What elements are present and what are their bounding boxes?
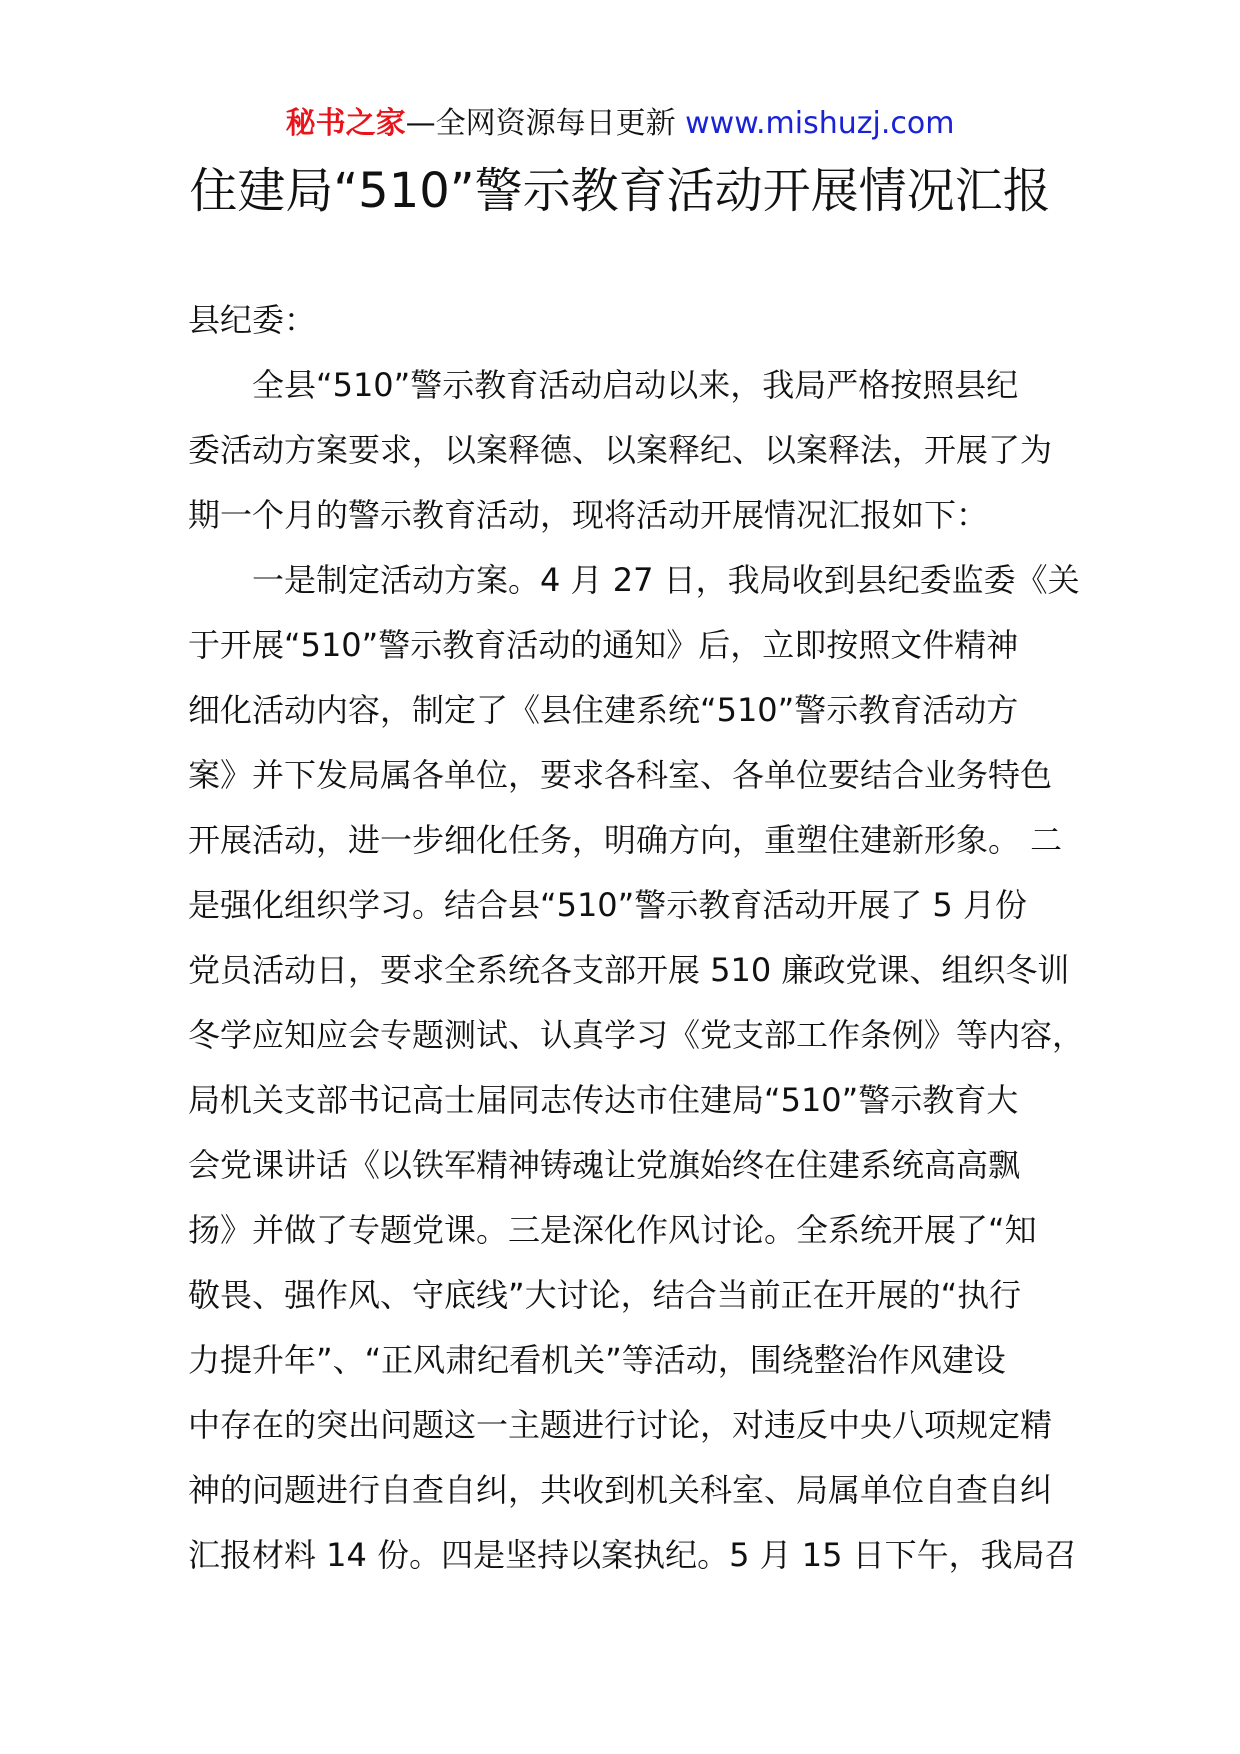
site-slogan: —全网资源每日更新 — [405, 106, 686, 141]
body-line: 期一个月的警示教育活动，现将活动开展情况汇报如下： — [188, 496, 989, 534]
body-line: 中存在的突出问题这一主题进行讨论，对违反中央八项规定精 — [188, 1406, 1053, 1444]
body-line: 案》并下发局属各单位，要求各科室、各单位要结合业务特色 — [188, 756, 1053, 794]
salutation: 县纪委： — [188, 301, 317, 339]
body-line: 是强化组织学习。结合县“510”警示教育活动开展了 5 月份 — [188, 886, 1027, 924]
body-line: 于开展“510”警示教育活动的通知》后，立即按照文件精神 — [188, 626, 1019, 664]
site-url-link[interactable]: www.mishuzj.com — [685, 106, 955, 141]
body-line: 神的问题进行自查自纠，共收到机关科室、局属单位自查自纠 — [188, 1471, 1053, 1509]
document-body — [188, 288, 1085, 1588]
body-line: 扬》并做了专题党课。三是深化作风讨论。全系统开展了“知 — [188, 1211, 1037, 1249]
site-header — [0, 104, 1240, 144]
body-line: 会党课讲话《以铁军精神铸魂让党旗始终在住建系统高高飘 — [188, 1146, 1021, 1184]
body-line: 细化活动内容，制定了《县住建系统“510”警示教育活动方 — [188, 691, 1019, 729]
body-line: 敬畏、强作风、守底线”大讨论，结合当前正在开展的“执行 — [188, 1276, 1022, 1314]
body-line: 一是制定活动方案。4 月 27 日，我局收到县纪委监委《关 — [252, 561, 1080, 599]
body-line: 开展活动，进一步细化任务，明确方向，重塑住建新形象。 二 — [188, 821, 1063, 859]
body-line: 力提升年”、“正风肃纪看机关”等活动，围绕整治作风建设 — [188, 1341, 1006, 1379]
body-line: 党员活动日，要求全系统各支部开展 510 廉政党课、组织冬训 — [188, 951, 1070, 989]
site-brand: 秘书之家 — [285, 106, 406, 141]
body-line: 委活动方案要求，以案释德、以案释纪、以案释法，开展了为 — [188, 431, 1053, 469]
body-line: 冬学应知应会专题测试、认真学习《党支部工作条例》等内容， — [188, 1016, 1085, 1054]
document-title: 住建局“510”警示教育活动开展情况汇报 — [189, 163, 1051, 219]
body-line: 汇报材料 14 份。四是坚持以案执纪。5 月 15 日下午，我局召 — [188, 1536, 1077, 1574]
body-line: 全县“510”警示教育活动启动以来，我局严格按照县纪 — [252, 366, 1019, 404]
body-line: 局机关支部书记高士届同志传达市住建局“510”警示教育大 — [188, 1081, 1019, 1119]
